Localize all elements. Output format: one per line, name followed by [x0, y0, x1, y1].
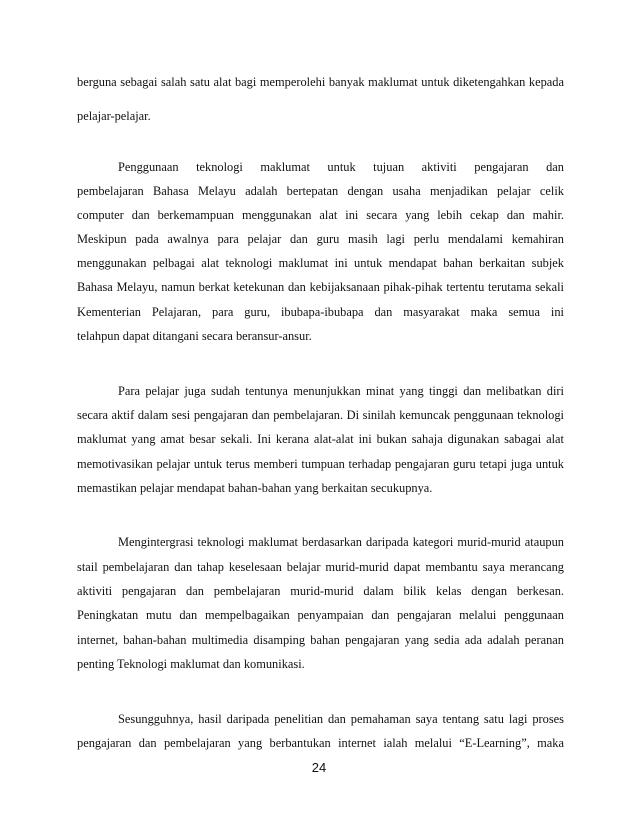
- paragraph-2-line-1: Penggunaan teknologi maklumat untuk tujuan aktiviti pengajaran dan: [118, 160, 564, 174]
- paragraph-4-line-6: penting Teknologi maklumat dan komunikasi.: [77, 657, 305, 671]
- page-number: 24: [311, 760, 327, 775]
- paragraph-2-line-8: telahpun dapat ditangani secara beransur-ansur.: [77, 329, 312, 343]
- paragraph-1-line-1: berguna sebagai salah satu alat bagi memperolehi banyak maklumat untuk diketengahkan kepada: [77, 75, 564, 89]
- paragraph-4-line-4: Peningkatan mutu dan mempelbagaikan penyampaian dan pengajaran melalui penggunaan: [77, 608, 564, 622]
- paragraph-3-line-1: Para pelajar juga sudah tentunya menunjukkan minat yang tinggi dan melibatkan diri: [118, 384, 564, 398]
- paragraph-2-line-3: computer dan berkemampuan menggunakan alat ini secara yang lebih cekap dan mahir.: [77, 208, 564, 222]
- paragraph-2-line-7: Kementerian Pelajaran, para guru, ibubapa-ibubapa dan masyarakat maka semua ini: [77, 305, 564, 319]
- paragraph-4-line-1: Mengintergrasi teknologi maklumat berdasarkan daripada kategori murid-murid ataupun: [118, 535, 564, 549]
- paragraph-4-line-3: aktiviti pengajaran dan pembelajaran murid-murid dalam bilik kelas dengan berkesan.: [77, 584, 564, 598]
- paragraph-3-line-5: memastikan pelajar mendapat bahan-bahan yang berkaitan secukupnya.: [77, 481, 433, 495]
- paragraph-2-line-5: menggunakan pelbagai alat teknologi maklumat ini untuk mendapat bahan berkaitan subjek: [77, 256, 564, 270]
- paragraph-3-line-3: maklumat yang amat besar sekali. Ini kerana alat-alat ini bukan sahaja digunakan sabagai alat: [77, 432, 564, 446]
- paragraph-3-line-4: memotivasikan pelajar untuk terus memberi tumpuan terhadap pengajaran guru tetapi juga untuk: [77, 457, 564, 471]
- paragraph-5-line-1: Sesungguhnya, hasil daripada penelitian dan pemahaman saya tentang satu lagi proses: [118, 712, 564, 726]
- paragraph-5-line-2: pengajaran dan pembelajaran yang berbantukan internet ialah melalui “E-Learning”, maka: [77, 736, 564, 750]
- paragraph-2-line-6: Bahasa Melayu, namun berkat ketekunan dan kebijaksanaan pihak-pihak tertentu terutama sekali: [77, 280, 564, 294]
- paragraph-4-line-2: stail pembelajaran dan tahap keselesaan belajar murid-murid dapat membantu saya merancang: [77, 560, 564, 574]
- paragraph-1-line-2: pelajar-pelajar.: [77, 109, 151, 123]
- paragraph-2-line-4: Meskipun pada awalnya para pelajar dan guru masih lagi perlu mendalami kemahiran: [77, 232, 564, 246]
- paragraph-2-line-2: pembelajaran Bahasa Melayu adalah bertepatan dengan usaha menjadikan pelajar celik: [77, 184, 564, 198]
- paragraph-4-line-5: internet, bahan-bahan multimedia disamping bahan pengajaran yang sedia ada adalah peranan: [77, 633, 564, 647]
- paragraph-3-line-2: secara aktif dalam sesi pengajaran dan pembelajaran. Di sinilah kemuncak penggunaan teknologi: [77, 408, 564, 422]
